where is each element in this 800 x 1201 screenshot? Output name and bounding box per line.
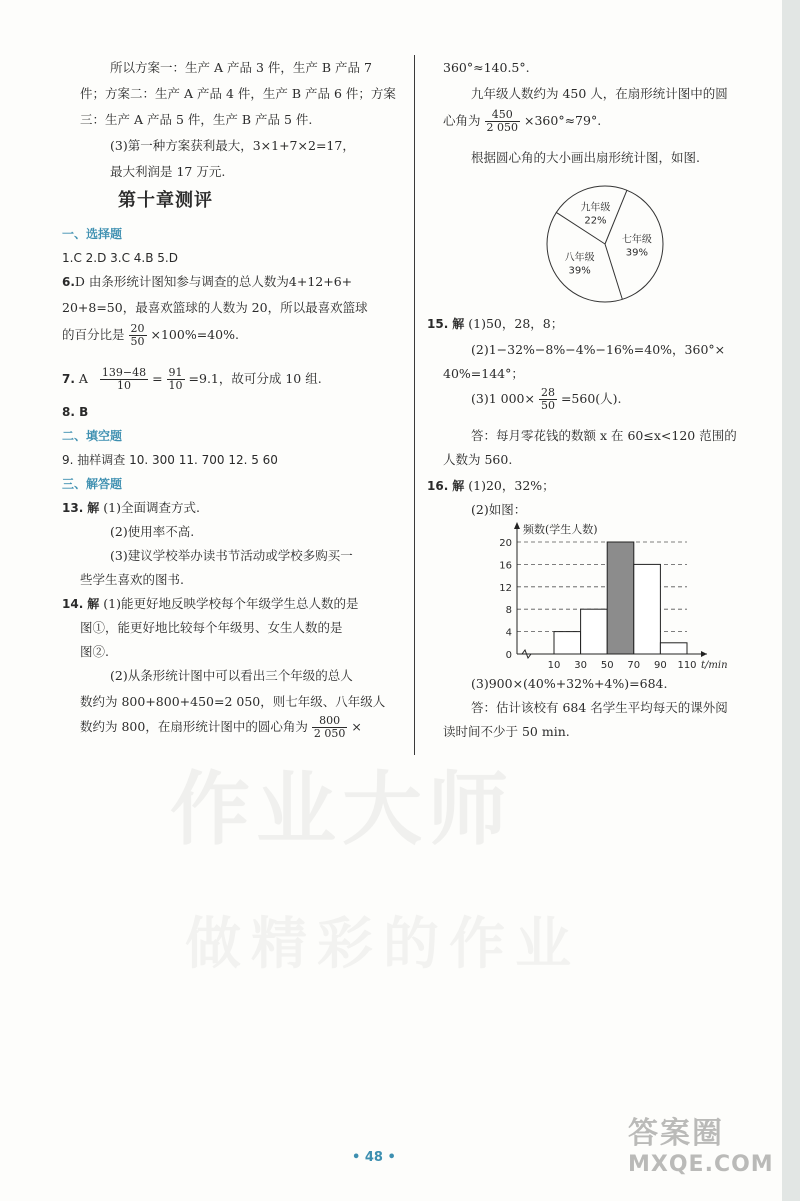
solution-label: 解: [87, 597, 100, 611]
pie-chart: [535, 184, 675, 304]
x-tick-label: 70: [627, 660, 641, 670]
text-line: 图①，能更好地比较每个年级男、女生人数的是: [80, 620, 343, 635]
page-edge: [782, 0, 800, 1201]
x-tick-label: 110: [677, 660, 697, 670]
numerator: 450: [485, 109, 521, 122]
solution-label: 解: [452, 479, 465, 493]
text: ×360°≈79°.: [523, 113, 602, 128]
pie-slice-label: 七年级: [621, 234, 652, 246]
y-tick-label: 4: [505, 627, 512, 639]
text: (1)能更好地反映学校每个年级学生总人数的是: [103, 596, 359, 611]
question-number: 14.: [62, 597, 84, 611]
histogram-chart: [467, 520, 757, 670]
pie-slice-value: 39%: [568, 265, 591, 277]
text-line: 些学生喜欢的图书.: [80, 572, 184, 587]
fraction: [100, 367, 148, 392]
section-heading: 二、填空题: [62, 429, 123, 443]
chapter-title: 第十章测评: [118, 190, 213, 211]
column-divider: [414, 55, 415, 755]
fraction: [167, 367, 185, 392]
fraction: [129, 323, 147, 348]
text-line: 数约为 800+800+450=2 050，则七年级、八年级人: [80, 694, 386, 709]
text-line: (2)使用率不高.: [110, 524, 195, 539]
text-line: 答：估计该校有 684 名学生平均每天的课外阅: [471, 700, 728, 715]
text: (3)1 000×: [471, 391, 535, 406]
text-line: 件；方案二：生产 A 产品 4 件，生产 B 产品 6 件；方案: [80, 86, 396, 101]
page-number: • 48 •: [352, 1150, 396, 1165]
histogram-bar: [634, 564, 661, 654]
question-14: [62, 596, 358, 612]
text-line: 九年级人数约为 450 人，在扇形统计图中的圆: [471, 86, 728, 101]
text-line: 三：生产 A 产品 5 件，生产 B 产品 5 件.: [80, 112, 313, 127]
y-tick-label: 8: [505, 605, 512, 617]
fraction: [539, 387, 557, 412]
question-6-fraction-line: [62, 320, 239, 350]
pie-slice-value: 22%: [584, 215, 607, 227]
fraction: [312, 715, 348, 740]
pie-slice-value: 39%: [625, 247, 648, 259]
text-line: 读时间不少于 50 min.: [443, 724, 570, 739]
question-number: 15.: [427, 317, 449, 331]
histogram-bar: [607, 542, 634, 654]
question-number: 6.: [62, 275, 75, 289]
choice-answers: 1.C 2.D 3.C 4.B 5.D: [62, 251, 178, 265]
text: =9.1，故可分成 10 组.: [188, 371, 322, 386]
text: (1)全面调查方式.: [103, 500, 200, 515]
numerator: 28: [540, 386, 555, 399]
histogram-bar: [581, 609, 608, 654]
x-tick-label: 50: [600, 660, 614, 670]
text: ×: [351, 719, 362, 734]
text: (1)50，28，8；: [468, 316, 564, 331]
text-line: 360°≈140.5°.: [443, 60, 530, 75]
denominator: 2 050: [486, 121, 518, 134]
denominator: 50: [540, 399, 555, 412]
y-tick-label: 12: [499, 582, 512, 594]
watermark-logo: [628, 1108, 778, 1188]
solution-label: 解: [452, 317, 465, 331]
question-13: [62, 500, 200, 516]
y-tick-label: 0: [505, 650, 512, 661]
text-line: (3)900×(40%+32%+4%)=684.: [471, 676, 668, 691]
x-axis-label: t/min: [701, 660, 728, 670]
pie-slice-label: 八年级: [564, 252, 595, 264]
question-6: [62, 274, 352, 290]
histogram-bar: [660, 643, 687, 654]
numerator: 20: [130, 322, 145, 335]
watermark-line1: 作业大师: [170, 763, 514, 856]
solution-label: 解: [87, 501, 100, 515]
y-tick-label: 20: [499, 538, 512, 549]
y-axis-label: 频数(学生人数): [523, 523, 598, 536]
text: D 由条形统计图知参与调查的总人数为4+12+6+: [74, 274, 353, 289]
fraction: [485, 109, 521, 134]
pie-slice-label: 九年级: [580, 202, 611, 214]
y-axis-arrow: [514, 522, 520, 529]
text-line: 最大利润是 17 万元.: [110, 164, 226, 179]
text: 的百分比是: [62, 327, 125, 342]
x-tick-label: 90: [654, 660, 667, 670]
text-line: 20+8=50，最喜欢篮球的人数为 20，所以最喜欢篮球: [62, 300, 368, 315]
text-line: 根据圆心角的大小画出扇形统计图，如图.: [471, 150, 700, 165]
text-line: 所以方案一：生产 A 产品 3 件，生产 B 产品 7: [110, 60, 372, 75]
question-7: [62, 364, 322, 394]
denominator: 50: [130, 335, 145, 348]
section-heading: 一、选择题: [62, 227, 123, 241]
text: 数约为 800，在扇形统计图中的圆心角为: [80, 719, 308, 734]
text-line: [443, 106, 601, 136]
question-number: 16.: [427, 479, 449, 493]
text-line: (3)建议学校举办读书节活动或学校多购买一: [110, 548, 353, 563]
pie-slice-boundary: [605, 244, 622, 299]
x-tick-label: 30: [574, 660, 587, 670]
text-line: [80, 712, 362, 742]
logo-url: MXQE.COM: [628, 1152, 774, 1177]
text-line: (2)如图：: [471, 502, 527, 517]
text-line: 图②.: [80, 644, 109, 659]
text: A: [78, 371, 88, 386]
logo-text: 答案圈: [628, 1116, 724, 1151]
text-line: (2)从条形统计图中可以看出三个年级的总人: [110, 668, 353, 683]
y-tick-label: 16: [499, 560, 512, 572]
text-line: 答：每月零花钱的数额 x 在 60≤x<120 范围的: [471, 428, 737, 443]
denominator: 10: [116, 379, 131, 392]
text-line: (3)第一种方案获利最大，3×1+7×2=17，: [110, 138, 355, 153]
question-15: [427, 316, 563, 332]
text-line: 40%=144°；: [443, 366, 524, 381]
text: (1)20，32%；: [468, 478, 555, 493]
numerator: 800: [312, 715, 348, 728]
numerator: 139−48: [101, 366, 147, 379]
fill-answers: 9. 抽样调查 10. 300 11. 700 12. 5 60: [62, 453, 278, 467]
question-8: 8. B: [62, 405, 89, 419]
section-heading: 三、解答题: [62, 477, 123, 491]
watermark-line2: [185, 900, 581, 980]
numerator: 91: [168, 366, 183, 379]
denominator: 2 050: [313, 727, 346, 740]
text: ×100%=40%.: [150, 327, 239, 342]
denominator: 10: [168, 379, 183, 392]
text: =: [152, 371, 163, 386]
text-line: 人数为 560.: [443, 452, 513, 467]
text-line: (2)1−32%−8%−4%−16%=40%，360°×: [471, 342, 726, 357]
histogram-bar: [554, 632, 581, 654]
x-tick-label: 10: [547, 660, 561, 670]
text: =560(人).: [560, 391, 622, 406]
x-axis-arrow: [701, 651, 707, 657]
text-line: [471, 384, 622, 414]
question-16: [427, 478, 555, 494]
question-number: 7.: [62, 372, 75, 386]
text: 心角为: [443, 113, 481, 128]
question-number: 13.: [62, 501, 84, 515]
